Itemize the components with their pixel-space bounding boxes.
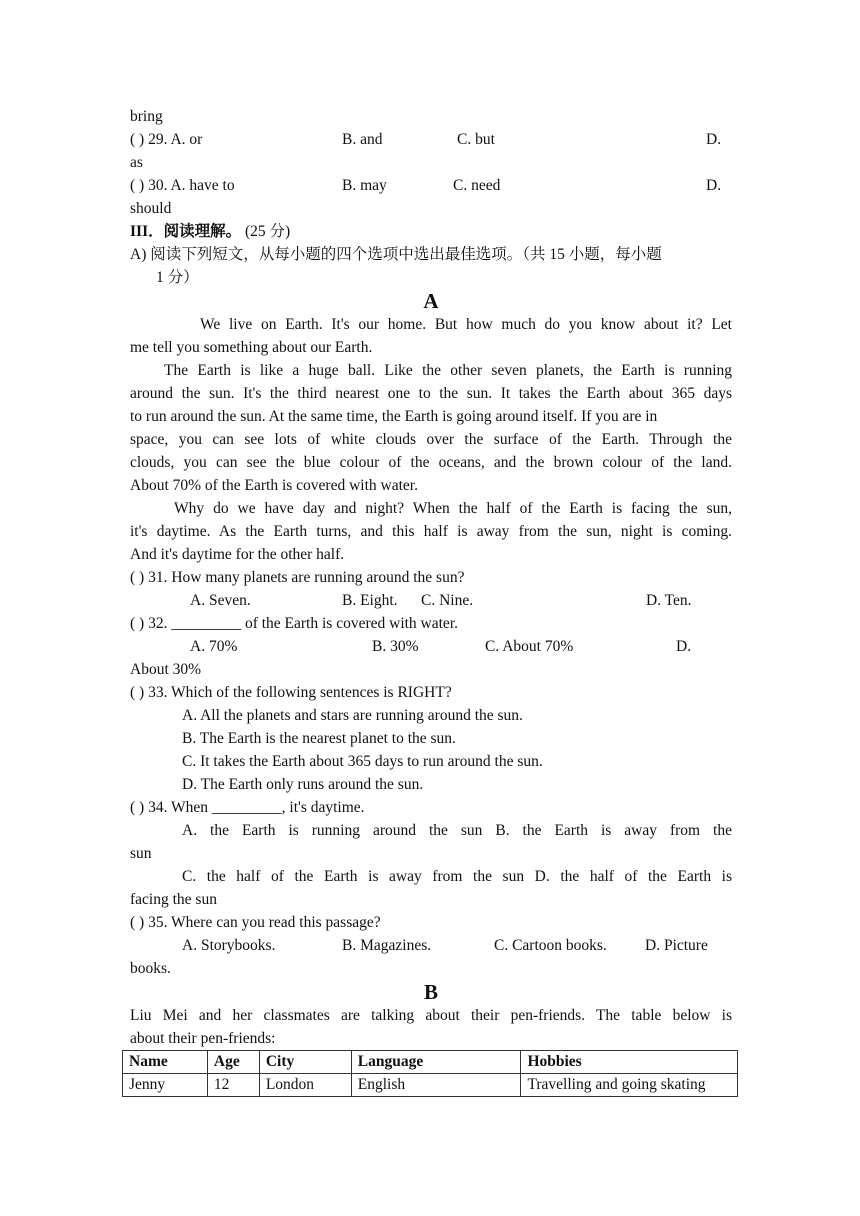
- passage-a-paragraph-2: The Earth is like a huge ball. Like the other seven planets, the Earth is running around the sun. It's the third nearest one to the sun. It takes the Earth about 365 days to run around the sun. At the same time, the Earth is going around itself. If you are in space, you can see lots of white clouds over the surface of the Earth. Through the clouds, you can see the blue colour of the oceans, and the brown colour of the land. About 70% of the Earth is covered with water.: [130, 362, 732, 494]
- question-33-stem: ( ) 33. Which of the following sentences is RIGHT?: [130, 684, 452, 701]
- pen-friends-table: [122, 1050, 738, 1097]
- section-instructions: A) 阅读下列短文，从每小题的四个选项中选出最佳选项。（共 15 小题，每小题: [130, 246, 662, 263]
- q30-option-b: B. may: [342, 177, 387, 194]
- passage-b-intro: Liu Mei and her classmates are talking about their pen-friends. The table below is: [130, 1007, 732, 1024]
- question-29: [130, 128, 732, 151]
- table-header: Hobbies: [521, 1051, 738, 1074]
- passage-b-title: B: [423, 980, 438, 1004]
- passage-b-intro-cont: about their pen-friends:: [130, 1030, 276, 1047]
- table-cell: 12: [207, 1074, 259, 1097]
- question-35-stem: ( ) 35. Where can you read this passage?: [130, 914, 381, 931]
- table-header: Name: [123, 1051, 208, 1074]
- exam-page: [130, 105, 732, 1097]
- question-33-option-a: A. All the planets and stars are running around the sun.: [182, 707, 523, 724]
- q29-option-a: ( ) 29. A. or: [130, 131, 203, 148]
- question-33-option-b: B. The Earth is the nearest planet to the sun.: [182, 730, 456, 747]
- passage-a-paragraph-1: We live on Earth. It's our home. But how much do you know about it? Let me tell you something about our Earth.: [130, 316, 732, 356]
- section-heading: [130, 220, 732, 243]
- question-33-option-d: D. The Earth only runs around the sun.: [182, 776, 424, 793]
- question-31-options: A. Seven. B. Eight. C. Nine. D. Ten.: [190, 592, 692, 609]
- table-row: [123, 1074, 738, 1097]
- question-32-stem: ( ) 32. _________ of the Earth is covered with water.: [130, 615, 458, 632]
- table-cell: London: [259, 1074, 351, 1097]
- q30-option-a: ( ) 30. A. have to: [130, 177, 235, 194]
- question-32-continuation: About 30%: [130, 661, 202, 678]
- q30-option-c: C. need: [453, 177, 501, 194]
- table-cell: Jenny: [123, 1074, 208, 1097]
- question-35-options: A. Storybooks. B. Magazines. C. Cartoon books. D. Picture: [182, 937, 708, 954]
- table-cell: English: [351, 1074, 521, 1097]
- question-31-stem: ( ) 31. How many planets are running around the sun?: [130, 569, 465, 586]
- question-34-options-ab-cont: sun: [130, 845, 152, 862]
- q29-option-d: D.: [706, 131, 722, 148]
- passage-a-title: A: [423, 289, 439, 313]
- question-34-options-cd: C. the half of the Earth is away from the sun D. the half of the Earth is: [182, 868, 732, 885]
- passage-a-paragraph-3: Why do we have day and night? When the half of the Earth is facing the sun, it's daytime. As the Earth turns, and this half is away from the sun, night is coming. And it's daytime for the other half.: [130, 500, 732, 563]
- question-35-continuation: books.: [130, 960, 171, 977]
- section-instructions-cont: 1 分）: [156, 269, 199, 286]
- question-34-options-cd-cont: facing the sun: [130, 891, 217, 908]
- section-title: III．阅读理解。: [130, 223, 242, 240]
- table-header: City: [259, 1051, 351, 1074]
- question-34-options-ab: A. the Earth is running around the sun B. the Earth is away from the: [182, 822, 732, 839]
- question-34-stem: ( ) 34. When _________, it's daytime.: [130, 799, 365, 816]
- q30-continuation: should: [130, 200, 172, 217]
- table-header: Age: [207, 1051, 259, 1074]
- question-32-options: A. 70% B. 30% C. About 70% D.: [190, 638, 692, 655]
- section-score: (25 分): [244, 223, 291, 240]
- table-cell: Travelling and going skating: [521, 1074, 738, 1097]
- question-33-option-c: C. It takes the Earth about 365 days to run around the sun.: [182, 753, 543, 770]
- table-header: Language: [351, 1051, 521, 1074]
- continuation-line: bring: [130, 108, 163, 125]
- question-30: [130, 174, 732, 197]
- q29-continuation: as: [130, 154, 143, 171]
- q29-option-c: C. but: [457, 131, 495, 148]
- q29-option-b: B. and: [342, 131, 383, 148]
- table-header-row: [123, 1051, 738, 1074]
- q30-option-d: D.: [706, 177, 722, 194]
